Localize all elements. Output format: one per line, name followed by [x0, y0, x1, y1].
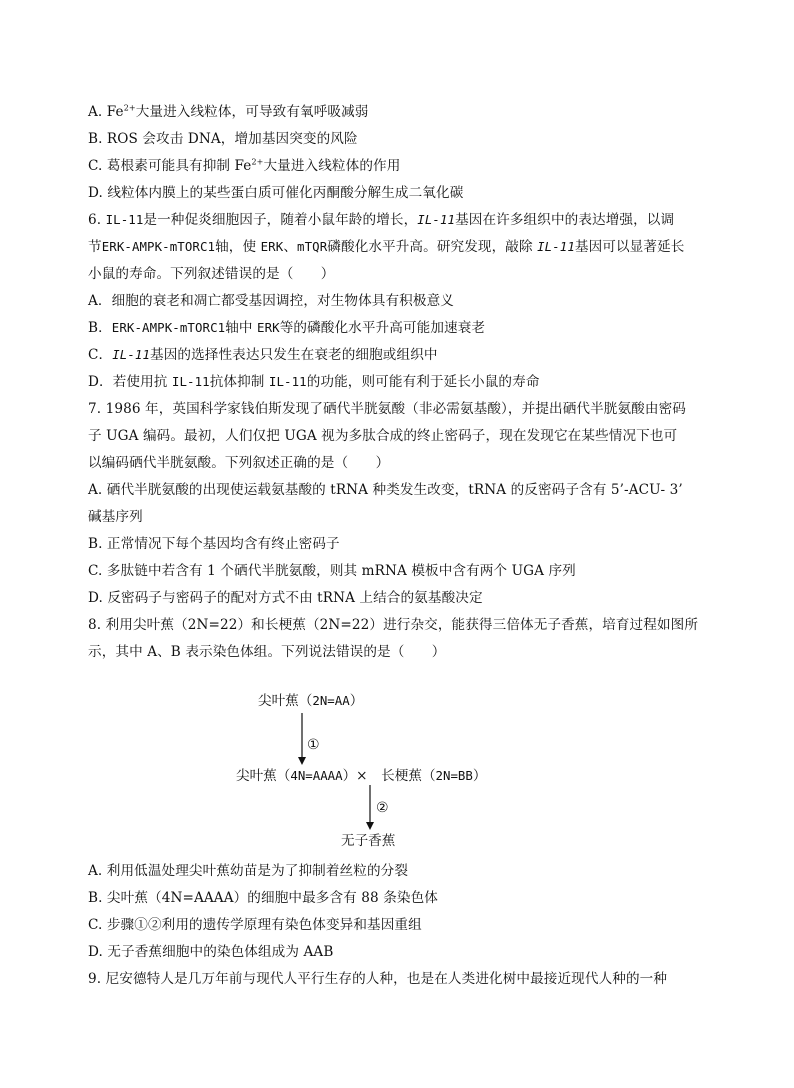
- q6-option-c: C．IL-11基因的选择性表达只发生在衰老的细胞或组织中: [88, 347, 438, 363]
- q6-option-d: D．若使用抗 IL-11抗体抑制 IL-11的功能，则可能有利于延长小鼠的寿命: [88, 374, 540, 390]
- q8-stem-line-2: 示，其中 A、B 表示染色体组。下列说法错误的是（ ）: [88, 644, 446, 660]
- q7-option-c: C. 多肽链中若含有 1 个硒代半胱氨酸，则其 mRNA 模板中含有两个 UGA 序列: [88, 563, 576, 579]
- q6-option-a: A．细胞的衰老和凋亡都受基因调控，对生物体具有积极意义: [88, 293, 454, 309]
- step-1-marker: ①: [307, 737, 320, 753]
- q5-option-c: C. 葛根素可能具有抑制 $Fe^{2+}$大量进入线粒体的作用: [88, 157, 401, 174]
- q7-option-b: B. 正常情况下每个基因均含有终止密码子: [88, 536, 340, 552]
- arrow-step-2: [366, 785, 374, 830]
- q7-stem-line-1: 7. 1986 年，英国科学家钱伯斯发现了硒代半胱氨酸（非必需氨基酸），并提出硒代半胱氨酸由密码: [88, 401, 686, 417]
- q6-option-b: B．ERK-AMPK-mTORC1轴中 ERK等的磷酸化水平升高可能加速衰老: [88, 320, 486, 336]
- step-2-marker: ②: [376, 800, 389, 816]
- q8-option-c: C. 步骤①②利用的遗传学原理有染色体变异和基因重组: [88, 917, 422, 933]
- q7-stem-line-3: 以编码硒代半胱氨酸。下列叙述正确的是（ ）: [88, 455, 390, 471]
- q5-option-a: A. $Fe^{2+}$大量进入线粒体，可导致有氧呼吸减弱: [88, 103, 369, 120]
- q8-option-d: D. 无子香蕉细胞中的染色体组成为 AAB: [88, 944, 334, 960]
- q9-stem-line-1: 9. 尼安德特人是几万年前与现代人平行生存的人种，也是在人类进化树中最接近现代人种的一种: [88, 971, 668, 987]
- diagram-cross-line: 尖叶蕉（4N=AAAA）× 长梗蕉（2N=BB）: [236, 768, 487, 784]
- diagram-parent-diploid: 尖叶蕉（2N=AA）: [258, 693, 364, 709]
- diagram-seedless-banana: 无子香蕉: [341, 833, 396, 849]
- q6-stem-line-1: 6. IL-11是一种促炎细胞因子，随着小鼠年龄的增长，IL-11基因在许多组织中的表达增强，以调: [88, 212, 675, 228]
- q8-option-b: B. 尖叶蕉（4N=AAAA）的细胞中最多含有 88 条染色体: [88, 890, 438, 906]
- q7-option-d: D. 反密码子与密码子的配对方式不由 tRNA 上结合的氨基酸决定: [88, 590, 483, 606]
- arrow-step-1: [298, 713, 306, 765]
- q5-option-b: B. ROS 会攻击 DNA，增加基因突变的风险: [88, 131, 358, 147]
- q6-stem-line-2: 节ERK-AMPK-mTORC1轴，使 ERK、mTQR磷酸化水平升高。研究发现，敲除 IL-11基因可以显著延长: [88, 239, 685, 255]
- q7-stem-line-2: 子 UGA 编码。最初，人们仅把 UGA 视为多肽合成的终止密码子，现在发现它在某些情况下也可: [88, 428, 678, 444]
- q5-option-d: D. 线粒体内膜上的某些蛋白质可催化丙酮酸分解生成二氧化碳: [88, 185, 464, 201]
- q7-option-a-line-1: A. 硒代半胱氨酸的出现使运载氨基酸的 tRNA 种类发生改变，tRNA 的反密码子含有 5’-ACU- 3’: [88, 482, 683, 498]
- q8-option-a: A. 利用低温处理尖叶蕉幼苗是为了抑制着丝粒的分裂: [88, 863, 409, 879]
- q8-stem-line-1: 8. 利用尖叶蕉（2N=22）和长梗蕉（2N=22）进行杂交，能获得三倍体无子香蕉，培育过程如图所: [88, 617, 699, 633]
- q7-option-a-line-2: 碱基序列: [88, 509, 143, 525]
- q6-stem-line-3: 小鼠的寿命。下列叙述错误的是（ ）: [88, 266, 335, 282]
